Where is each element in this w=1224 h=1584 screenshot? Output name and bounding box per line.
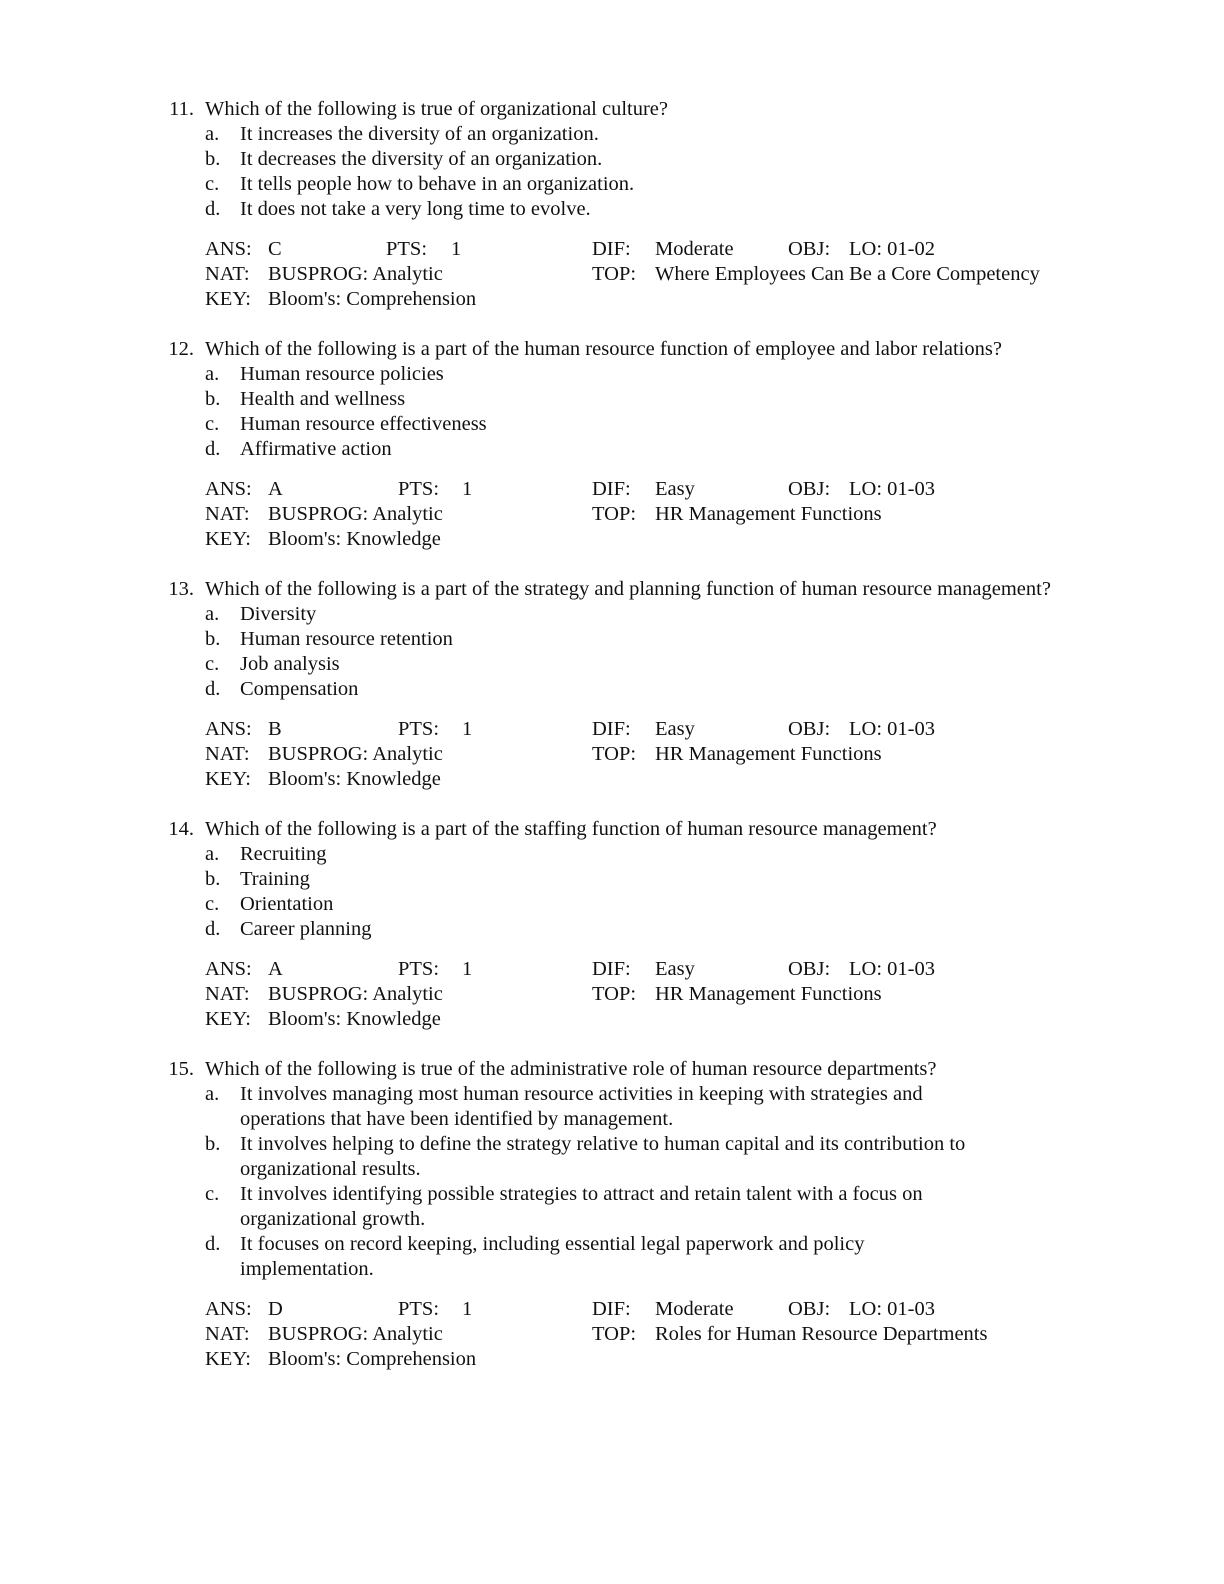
question-number: 12.: [168, 338, 194, 360]
ans-value: D: [268, 1298, 283, 1320]
top-label: TOP:: [592, 263, 637, 285]
dif-label: DIF:: [592, 958, 631, 980]
answer-option: [0, 627, 975, 652]
pts-value: 1: [462, 958, 473, 980]
obj-label: OBJ:: [788, 478, 831, 500]
answer-options: [0, 122, 1224, 222]
ans-label: ANS:: [205, 238, 252, 260]
question-stem: Which of the following is a part of the staffing function of human resource management?: [205, 818, 937, 840]
nat-value: BUSPROG: Analytic: [268, 743, 443, 765]
pts-value: 1: [451, 238, 462, 260]
option-letter: a.: [205, 843, 220, 865]
option-letter: b.: [205, 868, 221, 890]
key-label: KEY:: [205, 768, 251, 790]
obj-value: LO: 01-03: [849, 478, 935, 500]
option-text: Compensation: [240, 678, 359, 700]
option-text: Human resource retention: [240, 628, 453, 650]
pts-label: PTS:: [398, 1298, 440, 1320]
option-letter: b.: [205, 388, 221, 410]
answer-option: [0, 917, 975, 942]
ans-value: C: [268, 238, 282, 260]
metadata-row: [0, 527, 1224, 552]
option-letter: c.: [205, 893, 220, 915]
option-letter: d.: [205, 438, 221, 460]
option-text: It tells people how to behave in an organization.: [240, 173, 635, 195]
pts-label: PTS:: [386, 238, 428, 260]
question-item: [0, 817, 1224, 1032]
metadata-row: [0, 982, 1224, 1007]
answer-option: [0, 842, 975, 867]
option-letter: c.: [205, 1183, 220, 1205]
dif-label: DIF:: [592, 718, 631, 740]
metadata-row: [0, 1007, 1224, 1032]
option-text: Affirmative action: [240, 438, 392, 460]
dif-label: DIF:: [592, 1298, 631, 1320]
answer-metadata: [0, 1297, 1224, 1372]
dif-label: DIF:: [592, 238, 631, 260]
answer-option: [0, 412, 975, 437]
answer-option: [0, 602, 975, 627]
option-letter: a.: [205, 363, 220, 385]
option-letter: c.: [205, 413, 220, 435]
answer-option: [0, 362, 975, 387]
answer-options: [0, 602, 1224, 702]
pts-label: PTS:: [398, 478, 440, 500]
metadata-row: [0, 502, 1224, 527]
option-text: It does not take a very long time to evolve.: [240, 198, 591, 220]
obj-label: OBJ:: [788, 238, 831, 260]
top-value: HR Management Functions: [655, 503, 882, 525]
answer-metadata: [0, 237, 1224, 312]
dif-label: DIF:: [592, 478, 631, 500]
option-letter: d.: [205, 198, 221, 220]
option-text: Orientation: [240, 893, 334, 915]
top-label: TOP:: [592, 503, 637, 525]
option-letter: c.: [205, 173, 220, 195]
answer-option: [0, 892, 975, 917]
option-text: It involves helping to define the strategy relative to human capital and its contribution to organizational results.: [240, 1133, 966, 1180]
question-heading: [0, 97, 1224, 122]
top-label: TOP:: [592, 983, 637, 1005]
answer-option: [0, 677, 975, 702]
option-letter: d.: [205, 678, 221, 700]
question-number: 13.: [168, 578, 194, 600]
nat-label: NAT:: [205, 503, 250, 525]
top-value: HR Management Functions: [655, 743, 882, 765]
key-label: KEY:: [205, 288, 251, 310]
option-letter: d.: [205, 918, 221, 940]
metadata-row: [0, 717, 1224, 742]
question-item: [0, 1057, 1224, 1372]
pts-value: 1: [462, 718, 473, 740]
option-text: It involves managing most human resource activities in keeping with strategies and operations that have been identified by management.: [240, 1083, 923, 1130]
answer-option: [0, 172, 975, 197]
option-text: Training: [240, 868, 310, 890]
metadata-row: [0, 767, 1224, 792]
answer-option: [0, 197, 975, 222]
metadata-row: [0, 1297, 1224, 1322]
metadata-row: [0, 287, 1224, 312]
option-text: Health and wellness: [240, 388, 406, 410]
question-heading: [0, 1057, 1224, 1082]
answer-option: [0, 387, 975, 412]
nat-value: BUSPROG: Analytic: [268, 983, 443, 1005]
nat-value: BUSPROG: Analytic: [268, 1323, 443, 1345]
obj-label: OBJ:: [788, 958, 831, 980]
option-text: Diversity: [240, 603, 317, 625]
question-stem: Which of the following is a part of the strategy and planning function of human resource management?: [205, 578, 1051, 600]
key-label: KEY:: [205, 1348, 251, 1370]
dif-value: Moderate: [655, 1298, 734, 1320]
top-label: TOP:: [592, 743, 637, 765]
question-heading: [0, 817, 1224, 842]
obj-value: LO: 01-03: [849, 718, 935, 740]
metadata-row: [0, 237, 1224, 262]
question-stem: Which of the following is a part of the human resource function of employee and labor relations?: [205, 338, 1002, 360]
pts-label: PTS:: [398, 958, 440, 980]
answer-metadata: [0, 957, 1224, 1032]
key-label: KEY:: [205, 1008, 251, 1030]
pts-value: 1: [462, 1298, 473, 1320]
option-letter: d.: [205, 1233, 221, 1255]
ans-label: ANS:: [205, 958, 252, 980]
dif-value: Easy: [655, 958, 695, 980]
nat-label: NAT:: [205, 743, 250, 765]
top-value: Roles for Human Resource Departments: [655, 1323, 988, 1345]
ans-value: B: [268, 718, 282, 740]
question-number: 14.: [168, 818, 194, 840]
question-stem: Which of the following is true of the administrative role of human resource departments?: [205, 1058, 937, 1080]
option-text: Career planning: [240, 918, 372, 940]
dif-value: Moderate: [655, 238, 734, 260]
key-value: Bloom's: Knowledge: [268, 528, 441, 550]
key-value: Bloom's: Comprehension: [268, 288, 477, 310]
answer-option: [0, 867, 975, 892]
question-item: [0, 577, 1224, 792]
metadata-row: [0, 262, 1224, 287]
option-text: Recruiting: [240, 843, 327, 865]
option-text: Human resource effectiveness: [240, 413, 487, 435]
answer-option: [0, 1182, 975, 1232]
ans-label: ANS:: [205, 1298, 252, 1320]
metadata-row: [0, 957, 1224, 982]
nat-label: NAT:: [205, 983, 250, 1005]
question-heading: [0, 337, 1224, 362]
top-label: TOP:: [592, 1323, 637, 1345]
obj-value: LO: 01-03: [849, 1298, 935, 1320]
question-page: [0, 97, 1224, 1397]
option-letter: b.: [205, 628, 221, 650]
option-text: Job analysis: [240, 653, 340, 675]
dif-value: Easy: [655, 478, 695, 500]
question-item: [0, 337, 1224, 552]
metadata-row: [0, 742, 1224, 767]
answer-option: [0, 437, 975, 462]
nat-value: BUSPROG: Analytic: [268, 263, 443, 285]
dif-value: Easy: [655, 718, 695, 740]
ans-value: A: [268, 958, 283, 980]
answer-option: [0, 147, 975, 172]
top-value: HR Management Functions: [655, 983, 882, 1005]
top-value: Where Employees Can Be a Core Competency: [655, 263, 1040, 285]
option-letter: a.: [205, 603, 220, 625]
option-letter: a.: [205, 1083, 220, 1105]
key-value: Bloom's: Knowledge: [268, 768, 441, 790]
answer-option: [0, 122, 975, 147]
option-letter: a.: [205, 123, 220, 145]
question-item: [0, 97, 1224, 312]
pts-value: 1: [462, 478, 473, 500]
answer-metadata: [0, 717, 1224, 792]
option-letter: b.: [205, 1133, 221, 1155]
option-text: It involves identifying possible strategies to attract and retain talent with a focus on organizational growth.: [240, 1183, 923, 1230]
answer-metadata: [0, 477, 1224, 552]
nat-value: BUSPROG: Analytic: [268, 503, 443, 525]
answer-options: [0, 1082, 1224, 1282]
option-letter: c.: [205, 653, 220, 675]
key-label: KEY:: [205, 528, 251, 550]
answer-option: [0, 1082, 975, 1132]
question-heading: [0, 577, 1224, 602]
answer-options: [0, 842, 1224, 942]
obj-value: LO: 01-03: [849, 958, 935, 980]
option-text: Human resource policies: [240, 363, 444, 385]
metadata-row: [0, 1347, 1224, 1372]
answer-options: [0, 362, 1224, 462]
key-value: Bloom's: Comprehension: [268, 1348, 477, 1370]
option-letter: b.: [205, 148, 221, 170]
question-stem: Which of the following is true of organizational culture?: [205, 98, 669, 120]
obj-value: LO: 01-02: [849, 238, 935, 260]
question-number: 15.: [168, 1058, 194, 1080]
answer-option: [0, 652, 975, 677]
option-text: It increases the diversity of an organization.: [240, 123, 599, 145]
ans-label: ANS:: [205, 478, 252, 500]
obj-label: OBJ:: [788, 1298, 831, 1320]
pts-label: PTS:: [398, 718, 440, 740]
answer-option: [0, 1132, 975, 1182]
nat-label: NAT:: [205, 1323, 250, 1345]
metadata-row: [0, 1322, 1224, 1347]
answer-option: [0, 1232, 975, 1282]
ans-label: ANS:: [205, 718, 252, 740]
obj-label: OBJ:: [788, 718, 831, 740]
question-number: 11.: [169, 98, 194, 120]
nat-label: NAT:: [205, 263, 250, 285]
ans-value: A: [268, 478, 283, 500]
option-text: It focuses on record keeping, including essential legal paperwork and policy implementation.: [240, 1233, 865, 1280]
key-value: Bloom's: Knowledge: [268, 1008, 441, 1030]
option-text: It decreases the diversity of an organization.: [240, 148, 603, 170]
metadata-row: [0, 477, 1224, 502]
